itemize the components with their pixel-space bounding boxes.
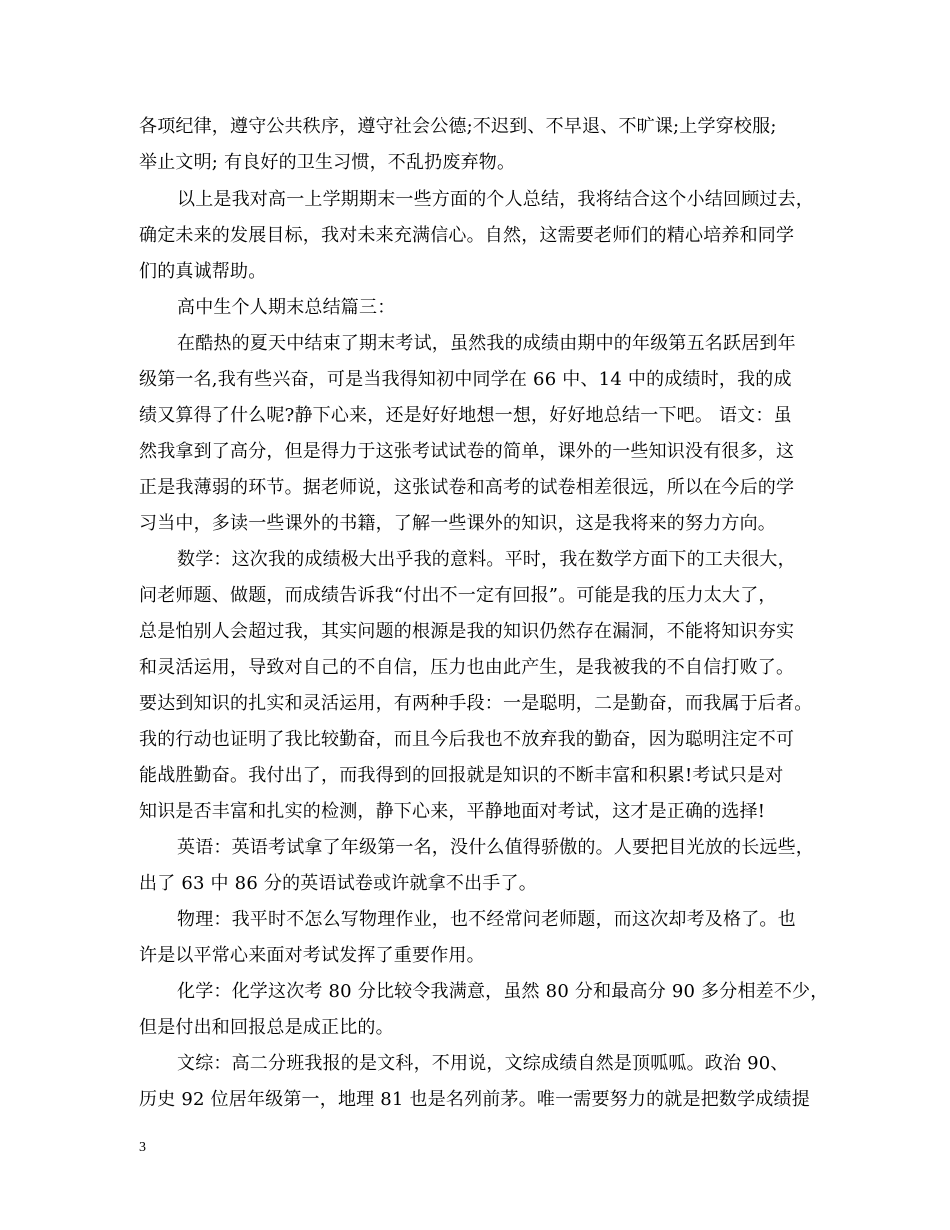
text-line-4: 确定未来的发展目标，我对未来充满信心。自然，这需要老师们的精心培养和同学 bbox=[139, 225, 795, 246]
text-line-12: 习当中，多读一些课外的书籍，了解一些课外的知识，这是我将来的努力方向。 bbox=[139, 513, 776, 534]
text-line-18: 我的行动也证明了我比较勤奋，而且今后我也不放弃我的勤奋，因为聪明注定不可 bbox=[139, 729, 795, 750]
text-line-3: 以上是我对高一上学期期末一些方面的个人总结，我将结合这个小结回顾过去， bbox=[177, 189, 814, 210]
text-line-11: 正是我薄弱的环节。据老师说，这张试卷和高考的试卷相差很远，所以在今后的学 bbox=[139, 477, 795, 498]
text-line-28: 历史 92 位居年级第一，地理 81 也是名列前茅。唯一需要努力的就是把数学成绩提 bbox=[139, 1089, 810, 1110]
text-line-17: 要达到知识的扎实和灵活运用，有两种手段：一是聪明，二是勤奋，而我属于后者。 bbox=[139, 693, 813, 714]
text-line-14: 问老师题、做题，而成绩告诉我“付出不一定有回报”。可能是我的压力太大了， bbox=[139, 585, 777, 606]
page-number: 3 bbox=[139, 1140, 146, 1155]
text-line-8: 级第一名,我有些兴奋，可是当我得知初中同学在 66 中、14 中的成绩时，我的成 bbox=[139, 369, 792, 390]
text-line-26: 但是付出和回报总是成正比的。 bbox=[139, 1017, 394, 1038]
text-line-19: 能战胜勤奋。我付出了，而我得到的回报就是知识的不断丰富和积累!考试只是对 bbox=[139, 765, 784, 786]
section-heading: 高中生个人期末总结篇三： bbox=[177, 297, 396, 318]
text-line-16: 和灵活运用，导致对自己的不自信，压力也由此产生，是我被我的不自信打败了。 bbox=[139, 657, 795, 678]
text-line-15: 总是怕别人会超过我，其实问题的根源是我的知识仍然存在漏洞，不能将知识夯实 bbox=[139, 621, 795, 642]
text-line-2: 举止文明; 有良好的卫生习惯，不乱扔废弃物。 bbox=[139, 152, 516, 173]
text-line-20: 知识是否丰富和扎实的检测，静下心来，平静地面对考试，这才是正确的选择! bbox=[139, 801, 766, 822]
text-line-24: 许是以平常心来面对考试发挥了重要作用。 bbox=[139, 945, 485, 966]
text-line-22: 出了 63 中 86 分的英语试卷或许就拿不出手了。 bbox=[139, 873, 537, 894]
text-line-27: 文综：高二分班我报的是文科，不用说，文综成绩自然是顶呱呱。政治 90、 bbox=[177, 1053, 789, 1074]
text-line-5: 们的真诚帮助。 bbox=[139, 261, 267, 282]
text-line-13: 数学：这次我的成绩极大出乎我的意料。平时，我在数学方面下的工夫很大， bbox=[177, 549, 796, 570]
text-line-10: 然我拿到了高分，但是得力于这张考试试卷的简单，课外的一些知识没有很多，这 bbox=[139, 441, 795, 462]
text-line-23: 物理：我平时不怎么写物理作业，也不经常问老师题，而这次却考及格了。也 bbox=[177, 909, 796, 930]
text-line-9: 绩又算得了什么呢?静下心来，还是好好地想一想，好好地总结一下吧。 语文：虽 bbox=[139, 405, 792, 426]
text-line-21: 英语：英语考试拿了年级第一名，没什么值得骄傲的。人要把目光放的长远些， bbox=[177, 837, 814, 858]
text-line-25: 化学：化学这次考 80 分比较令我满意，虽然 80 分和最高分 90 多分相差不少， bbox=[177, 981, 829, 1002]
text-line-1: 各项纪律，遵守公共秩序，遵守社会公德;不迟到、不早退、不旷课;上学穿校服; bbox=[139, 116, 777, 137]
text-line-7: 在酷热的夏天中结束了期末考试，虽然我的成绩由期中的年级第五名跃居到年 bbox=[177, 333, 796, 354]
